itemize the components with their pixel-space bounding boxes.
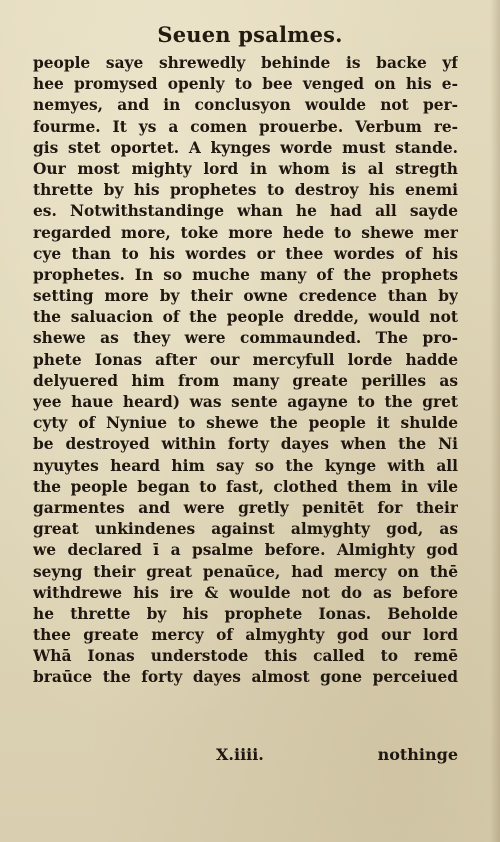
text-line: the saluacion of the people dredde, would not xyxy=(33,308,458,327)
text-line: cyty of Nyniue to shewe the people it shulde xyxy=(33,414,458,433)
text-line: people saye shrewedly behinde is backe yf xyxy=(33,54,458,72)
text-line: es. Notwithstandinge whan he had all sayde xyxy=(33,202,458,221)
text-line: delyuered him from many greate perilles as xyxy=(33,371,458,390)
text-line: setting more by their owne credence than by xyxy=(33,287,458,306)
page-footer xyxy=(33,745,458,769)
text-line: hee promysed openly to bee venged on his e- xyxy=(33,75,458,94)
text-line: gis stet oportet. A kynges worde must stande. xyxy=(33,138,458,157)
running-head: Seuen psalmes. xyxy=(157,22,343,47)
text-line: regarded more, toke more hede to shewe mer xyxy=(33,223,458,242)
text-line: nyuytes heard him say so the kynge with all xyxy=(33,456,458,475)
text-line: thee greate mercy of almyghty god our lord xyxy=(33,626,458,645)
page-edge-shadow xyxy=(490,0,500,842)
text-line: seyng their great penaūce, had mercy on thē xyxy=(33,562,458,581)
text-line: be destroyed within forty dayes when the Ni xyxy=(33,435,458,454)
text-line: shewe as they were commaunded. The pro- xyxy=(33,329,458,348)
text-line: he thrette by his prophete Ionas. Beholde xyxy=(33,604,458,623)
text-line: the people began to fast, clothed them in vile xyxy=(33,477,458,496)
text-line: phete Ionas after our mercyfull lorde hadde xyxy=(33,350,458,369)
signature-mark: X.iiii. xyxy=(216,745,264,764)
text-line: withdrewe his ire & woulde not do as before xyxy=(33,583,458,602)
catchword: nothinge xyxy=(377,745,458,764)
text-line: yee haue heard) was sente agayne to the gret xyxy=(33,393,458,411)
text-line: thrette by his prophetes to destroy his enemi xyxy=(33,181,458,200)
text-line: fourme. It ys a comen prouerbe. Verbum re- xyxy=(33,117,458,136)
text-line: prophetes. In so muche many of the prophets xyxy=(33,265,458,284)
text-line: Our most mighty lord in whom is al stregth xyxy=(33,159,458,178)
text-line: garmentes and were gretly penitēt for their xyxy=(33,498,458,517)
body-text xyxy=(33,53,458,689)
text-line: great unkindenes against almyghty god, as xyxy=(33,520,458,539)
text-line: braūce the forty dayes almost gone perceiued xyxy=(33,668,458,687)
text-line: nemyes, and in conclusyon woulde not per- xyxy=(33,96,458,115)
text-line: cye than to his wordes or thee wordes of his xyxy=(33,244,458,263)
text-line: Whā Ionas understode this called to remē xyxy=(33,647,458,666)
text-line: we declared ī a psalme before. Almighty god xyxy=(33,541,458,560)
